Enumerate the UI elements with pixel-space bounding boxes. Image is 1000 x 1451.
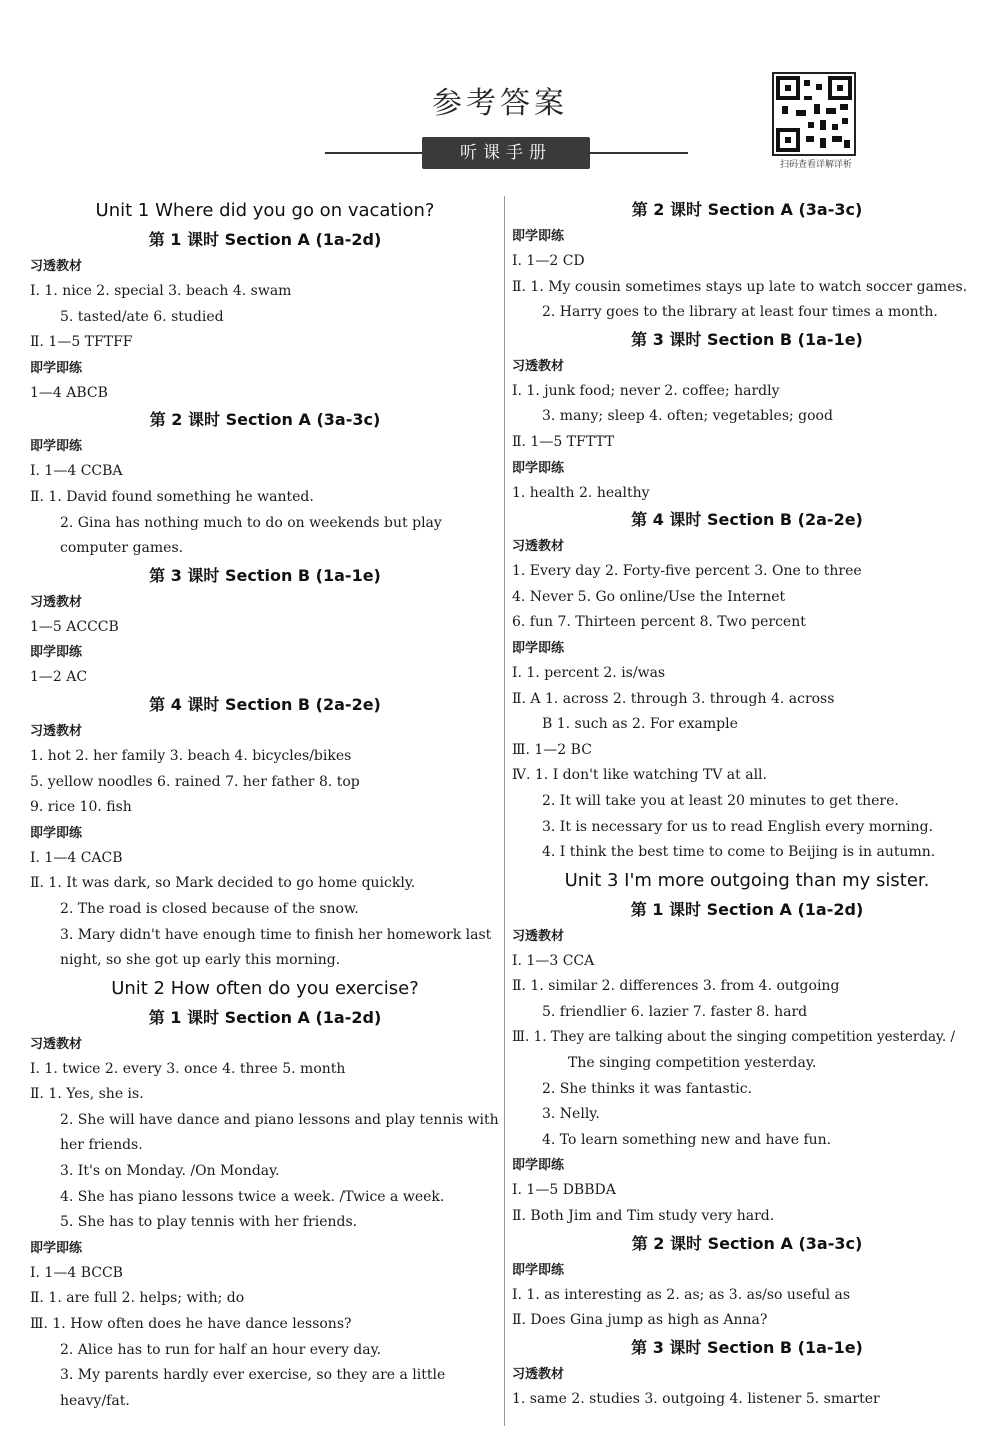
answer-line: 5. She has to play tennis with her friends. bbox=[60, 1214, 358, 1231]
section-label: 习透教材 bbox=[512, 928, 565, 944]
lesson-title: 第 3 课时 Section B (1a-1e) bbox=[631, 1337, 863, 1357]
answer-line: 2. Harry goes to the library at least four times a month. bbox=[542, 304, 938, 321]
unit-title: Unit 2 How often do you exercise? bbox=[111, 977, 419, 999]
answer-line: Ⅱ. 1—5 TFTTT bbox=[512, 433, 615, 450]
answer-line: 9. rice 10. fish bbox=[30, 799, 132, 816]
lesson-title: 第 4 课时 Section B (2a-2e) bbox=[149, 694, 381, 714]
answer-line: 1—5 ACCCB bbox=[30, 618, 119, 635]
answer-line: 1. health 2. healthy bbox=[512, 484, 650, 501]
lesson-title: 第 2 课时 Section A (3a-3c) bbox=[631, 200, 863, 219]
section-label: 即学即练 bbox=[30, 1240, 83, 1256]
lesson-title: 第 1 课时 Section A (1a-2d) bbox=[630, 899, 864, 919]
section-label: 习透教材 bbox=[512, 1366, 565, 1382]
answer-line: 2. She will have dance and piano lessons and play tennis with her friends. bbox=[60, 1111, 499, 1154]
answer-line: 3. Mary didn't have enough time to finish her homework last night, so she got up early this morning. bbox=[60, 926, 492, 969]
answer-line: Ⅱ. 1. It was dark, so Mark decided to go home quickly. bbox=[30, 875, 416, 892]
answer-line: Ⅰ. 1—5 DBBDA bbox=[512, 1182, 616, 1199]
answer-line: Ⅰ. 1—2 CD bbox=[512, 253, 585, 269]
answer-line: 2. The road is closed because of the snow. bbox=[60, 900, 359, 917]
answer-line: 2. She thinks it was fantastic. bbox=[542, 1080, 753, 1097]
section-label: 即学即练 bbox=[512, 640, 565, 656]
answer-line: 1—2 AC bbox=[30, 669, 88, 686]
lesson-title: 第 1 课时 Section A (1a-2d) bbox=[148, 230, 382, 249]
section-label: 即学即练 bbox=[512, 1158, 565, 1174]
lesson-title: 第 2 课时 Section A (3a-3c) bbox=[149, 410, 381, 430]
column-divider bbox=[504, 196, 505, 1426]
section-label: 即学即练 bbox=[30, 825, 83, 841]
answer-line: Ⅰ. 1. percent 2. is/was bbox=[512, 664, 666, 681]
section-label: 即学即练 bbox=[512, 460, 565, 476]
answer-line: 1—4 ABCB bbox=[30, 384, 108, 401]
answer-line: 1. Every day 2. Forty-five percent 3. One to three bbox=[512, 563, 862, 580]
lesson-title: 第 1 课时 Section A (1a-2d) bbox=[148, 1007, 382, 1027]
answer-line: Ⅰ. 1. nice 2. special 3. beach 4. swam bbox=[30, 283, 292, 299]
answer-line: Ⅰ. 1. junk food; never 2. coffee; hardly bbox=[512, 382, 780, 399]
section-label: 即学即练 bbox=[512, 229, 565, 244]
left-column bbox=[30, 196, 500, 1414]
answer-line: Ⅱ. 1. similar 2. differences 3. from 4. outgoing bbox=[512, 978, 840, 995]
answer-line: Ⅳ. 1. I don't like watching TV at all. bbox=[512, 767, 767, 784]
answer-line: 3. My parents hardly ever exercise, so they are a little heavy/fat. bbox=[60, 1367, 446, 1409]
answer-line: Ⅲ. 1—2 BC bbox=[512, 741, 592, 758]
section-banner: 听课手册 bbox=[422, 137, 590, 169]
section-label: 习透教材 bbox=[30, 259, 83, 274]
section-label: 习透教材 bbox=[512, 539, 565, 555]
unit-title: Unit 3 I'm more outgoing than my sister. bbox=[564, 869, 930, 891]
lesson-title: 第 2 课时 Section A (3a-3c) bbox=[631, 1233, 863, 1253]
banner-rule-left bbox=[325, 152, 425, 154]
section-label: 习透教材 bbox=[30, 723, 83, 739]
qr-caption: 扫码查看详解详析 bbox=[779, 160, 852, 170]
section-label: 习透教材 bbox=[30, 594, 83, 610]
answer-line: Ⅰ. 1—4 CCBA bbox=[30, 463, 123, 480]
answer-line: Ⅰ. 1. twice 2. every 3. once 4. three 5. month bbox=[30, 1060, 346, 1077]
answer-line: Ⅲ. 1. How often does he have dance lessons? bbox=[30, 1316, 352, 1333]
answer-line: 4. I think the best time to come to Beijing is in autumn. bbox=[542, 844, 936, 861]
answer-line: 2. Alice has to run for half an hour every day. bbox=[60, 1341, 382, 1358]
answer-line: 2. It will take you at least 20 minutes to get there. bbox=[542, 792, 899, 809]
answer-line: 5. friendlier 6. lazier 7. faster 8. hard bbox=[542, 1003, 808, 1020]
answer-line: 1. same 2. studies 3. outgoing 4. listener 5. smarter bbox=[512, 1390, 880, 1407]
answer-line: 3. Nelly. bbox=[542, 1106, 600, 1123]
answer-line: Ⅰ. 1. as interesting as 2. as; as 3. as/so useful as bbox=[512, 1286, 851, 1303]
lesson-title: 第 3 课时 Section B (1a-1e) bbox=[149, 565, 381, 585]
answer-line: Ⅱ. 1—5 TFTFF bbox=[30, 334, 133, 351]
answer-line: 4. She has piano lessons twice a week. /Twice a week. bbox=[60, 1188, 445, 1205]
answer-line: Ⅱ. 1. David found something he wanted. bbox=[30, 488, 314, 505]
unit-title: Unit 1 Where did you go on vacation? bbox=[95, 200, 435, 221]
answer-line: 6. fun 7. Thirteen percent 8. Two percent bbox=[512, 614, 806, 631]
lesson-title: 第 3 课时 Section B (1a-1e) bbox=[631, 329, 863, 349]
answer-line: Ⅱ. 1. Yes, she is. bbox=[30, 1086, 144, 1103]
section-label: 习透教材 bbox=[512, 358, 565, 374]
answer-line: Ⅰ. 1—3 CCA bbox=[512, 952, 595, 969]
answer-line: Ⅰ. 1—4 BCCB bbox=[30, 1264, 123, 1281]
answer-line: Ⅰ. 1—4 CACB bbox=[30, 849, 123, 866]
answer-line: 3. It is necessary for us to read English every morning. bbox=[542, 818, 934, 835]
answer-line: 3. It's on Monday. /On Monday. bbox=[60, 1163, 280, 1180]
answer-line: 4. Never 5. Go online/Use the Internet bbox=[512, 588, 786, 605]
answer-line: Ⅱ. Does Gina jump as high as Anna? bbox=[512, 1312, 768, 1329]
lesson-title: 第 4 课时 Section B (2a-2e) bbox=[631, 510, 863, 530]
section-label: 习透教材 bbox=[30, 1036, 83, 1052]
banner-rule-right bbox=[588, 152, 688, 154]
answer-line: 3. many; sleep 4. often; vegetables; good bbox=[542, 408, 833, 425]
answer-line: Ⅱ. 1. are full 2. helps; with; do bbox=[30, 1290, 245, 1307]
section-label: 即学即练 bbox=[512, 1262, 565, 1278]
right-column bbox=[512, 196, 982, 1412]
answer-line: 1. hot 2. her family 3. beach 4. bicycles/bikes bbox=[30, 747, 352, 764]
page-title: 参考答案 bbox=[432, 86, 568, 121]
section-label: 即学即练 bbox=[30, 360, 83, 376]
answer-line: Ⅱ. A 1. across 2. through 3. through 4. across bbox=[512, 690, 835, 707]
section-label: 即学即练 bbox=[30, 439, 83, 455]
answer-line: B 1. such as 2. For example bbox=[542, 716, 738, 733]
answer-line: Ⅲ. 1. They are talking about the singing competition yesterday. / bbox=[512, 1029, 956, 1046]
qr-code[interactable] bbox=[772, 72, 856, 156]
answer-line: 2. Gina has nothing much to do on weekends but play computer games. bbox=[60, 514, 442, 557]
answer-line: 4. To learn something new and have fun. bbox=[542, 1131, 832, 1148]
answer-line: 5. tasted/ate 6. studied bbox=[60, 308, 224, 325]
answer-line: 5. yellow noodles 6. rained 7. her father 8. top bbox=[30, 773, 360, 790]
section-label: 即学即练 bbox=[30, 645, 83, 661]
answer-line: Ⅱ. 1. My cousin sometimes stays up late to watch soccer games. bbox=[512, 278, 968, 295]
answer-line: Ⅱ. Both Jim and Tim study very hard. bbox=[512, 1208, 775, 1225]
answer-line: The singing competition yesterday. bbox=[568, 1055, 817, 1072]
